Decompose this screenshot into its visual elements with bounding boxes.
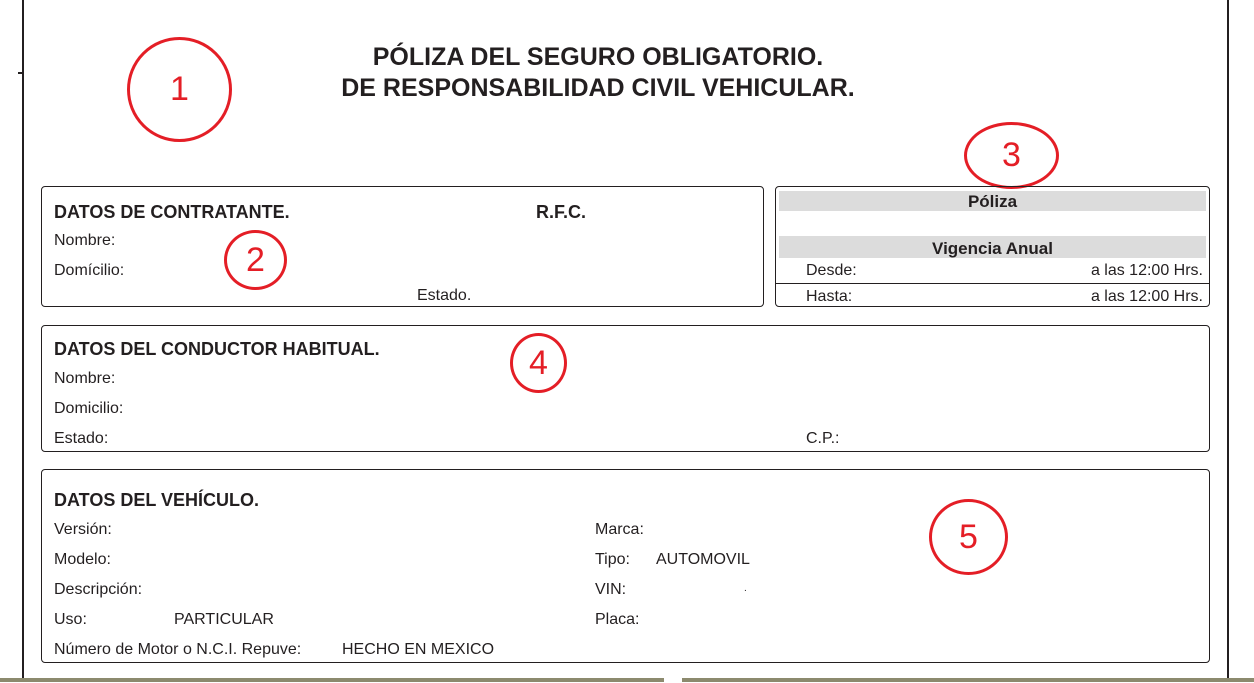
bottom-border-gap [664,677,682,683]
poliza-section [775,186,1210,307]
conductor-header: DATOS DEL CONDUCTOR HABITUAL. [54,339,380,359]
vehiculo-uso-label: Uso: [54,611,87,628]
conductor-cp-label: C.P.: [806,430,840,447]
vehiculo-vin-label: VIN: [595,581,627,598]
vehiculo-header: DATOS DEL VEHÍCULO. [54,490,260,510]
conductor-section [41,325,1210,452]
rfc-label: R.F.C. [536,202,587,222]
contratante-section [41,186,764,307]
bottom-border [0,678,1254,682]
contratante-estado-label: Estado. [417,287,472,304]
poliza-header: Póliza [967,192,1018,211]
vehiculo-descripcion-label: Descripción: [54,581,143,598]
annotation-circle-4: 4 [510,333,567,393]
vehiculo-motor-value: HECHO EN MEXICO [342,641,495,658]
annotation-circle-1: 1 [127,37,232,142]
vehiculo-modelo-label: Modelo: [54,551,111,568]
vehiculo-uso-value: PARTICULAR [174,611,274,628]
conductor-nombre-label: Nombre: [54,370,116,387]
annotation-circle-5: 5 [929,499,1008,575]
conductor-domicilio-label: Domicilio: [54,400,124,417]
vigencia-header: Vigencia Anual [932,239,1053,258]
vehiculo-version-label: Versión: [54,521,112,538]
conductor-estado-label: Estado: [54,430,109,447]
contratante-nombre-label: Nombre: [54,232,116,249]
contratante-domicilio-label: Domícilio: [54,262,125,279]
hasta-label: Hasta: [806,288,853,305]
contratante-header: DATOS DE CONTRATANTE. [54,202,290,222]
desde-label: Desde: [806,262,857,279]
annotation-circle-2: 2 [224,230,287,290]
vehiculo-section [41,469,1210,663]
hasta-time: a las 12:00 Hrs. [1090,288,1203,305]
vehiculo-marca-label: Marca: [595,521,644,538]
vehiculo-motor-label: Número de Motor o N.C.I. Repuve: [54,641,302,658]
title-line-2: DE RESPONSABILIDAD CIVIL VEHICULAR. [341,74,855,102]
annotation-circle-3: 3 [964,122,1059,189]
poliza-divider [776,283,1209,284]
vehiculo-tipo-label: Tipo: [595,551,630,568]
vehiculo-tipo-value: AUTOMOVIL [656,551,750,568]
title-line-1: PÓLIZA DEL SEGURO OBLIGATORIO. [372,43,824,71]
desde-time: a las 12:00 Hrs. [1090,262,1203,279]
vehiculo-vin-value: . [744,583,747,594]
vehiculo-placa-label: Placa: [595,611,640,628]
